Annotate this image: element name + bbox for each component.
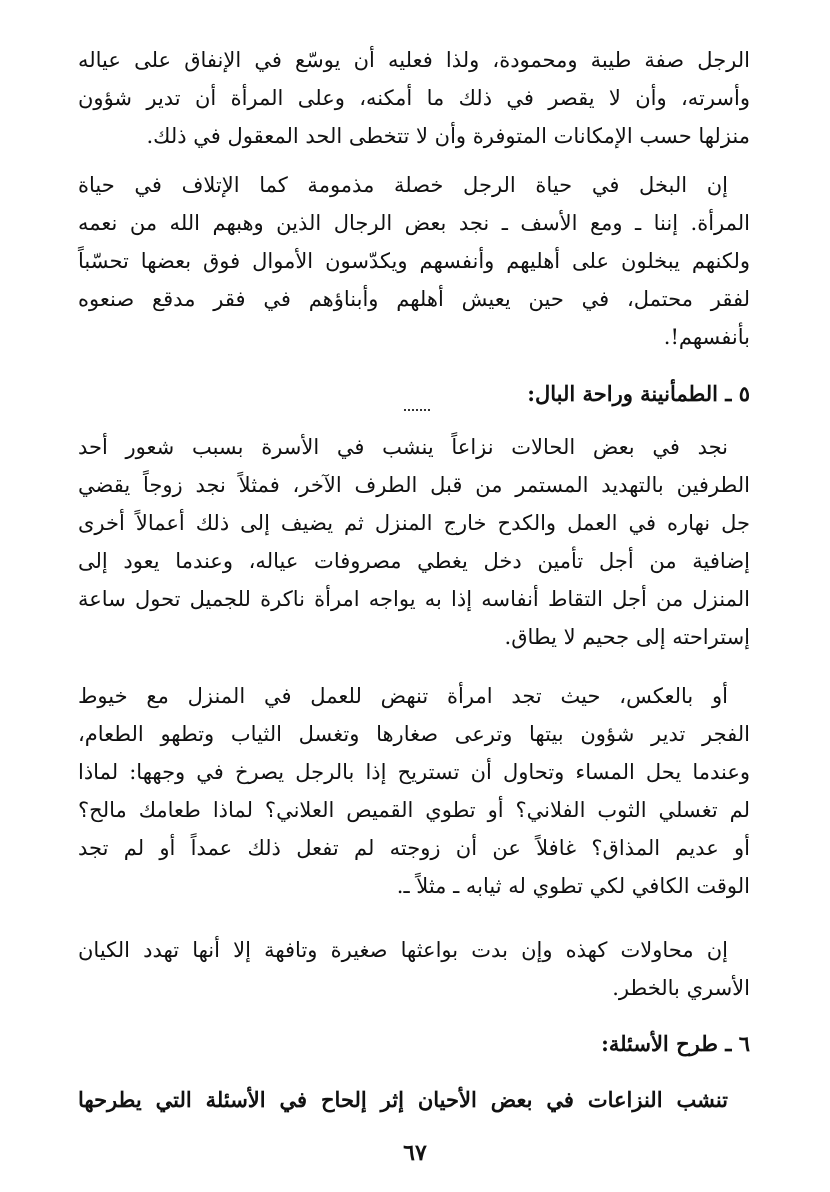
text-line: وعندما يحل المساء وتحاول أن تستريح إذا بالرجل يصرخ في وجهها: لماذا [78,760,750,784]
text-line: إستراحته إلى جحيم لا يطاق. [504,625,750,649]
print-mark [404,409,430,415]
paragraph-stinginess [78,166,750,356]
text-line: المنزل من أجل التقاط أنفاسه إذا به يواجه امرأة ناكرة للجميل تحول ساعة [78,587,750,611]
text-line: لفقر محتمل، في حين يعيش أهلهم وأبناؤهم في فقر مدقع صنعوه [78,287,750,311]
text-line: نجد في بعض الحالات نزاعاً ينشب في الأسرة بسبب شعور أحد [78,435,728,459]
text-line: الطرفين بالتهديد المستمر من قبل الطرف الآخر، فمثلاً نجد زوجاً يقضي [78,473,750,497]
text-line: الأسري بالخطر. [612,976,750,1000]
text-line: تنشب النزاعات في بعض الأحيان إثر إلحاح في الأسئلة التي يطرحها [78,1087,728,1112]
section-heading-tranquility: ٥ ـ الطمأنينة وراحة البال: [527,381,750,406]
text-line: لم تغسلي الثوب الفلاني؟ أو تطوي القميص العلاني؟ لماذا طعامك مالح؟ [78,798,750,822]
paragraph-reverse-example [78,677,750,905]
text-line: إن البخل في حياة الرجل خصلة مذمومة كما الإتلاف في حياة [78,173,728,197]
text-line: إن محاولات كهذه وإن بدت بواعثها صغيرة وتافهة إلا أنها تهدد الكيان [78,938,728,962]
text-line: جل نهاره في العمل والكدح خارج المنزل ثم يضيف إلى ذلك أعمالاً أخرى [78,511,750,535]
paragraph-questions [78,1081,750,1119]
text-line: الفجر تدير شؤون بيتها وترعى صغارها وتغسل الثياب وتطهو الطعام، [78,722,750,746]
text-line: منزلها حسب الإمكانات المتوفرة وأن لا تتخطى الحد المعقول في ذلك. [146,124,750,148]
text-line: إضافية من أجل تأمين دخل يغطي مصروفات عياله، وعندما يعود إلى [78,549,750,573]
page-number: ٦٧ [403,1140,427,1166]
text-line: أو عديم المذاق؟ غافلاً عن أن زوجته لم تفعل ذلك عمداً أو لم تجد [78,836,750,860]
text-line: المرأة. إننا ـ ومع الأسف ـ نجد بعض الرجال الذين وهبهم الله من نعمه [78,211,750,235]
paragraph-generosity [78,41,750,155]
text-line: بأنفسهم!. [663,325,750,349]
paragraph-threat-example [78,428,750,656]
text-line: وأسرته، وأن لا يقصر في ذلك ما أمكنه، وعلى المرأة أن تدير شؤون [78,86,750,110]
text-line: ولكنهم يبخلون على أهليهم وأنفسهم ويكدّسون الأموال فوق بعضها تحسّباً [78,249,750,273]
text-line: أو بالعكس، حيث تجد امرأة تنهض للعمل في المنزل مع خيوط [78,684,728,708]
text-line: الوقت الكافي لكي تطوي له ثيابه ـ مثلاً ـ. [396,874,750,898]
text-line: الرجل صفة طيبة ومحمودة، ولذا فعليه أن يوسّع في الإنفاق على عياله [78,48,750,72]
section-heading-questions: ٦ ـ طرح الأسئلة: [601,1031,750,1056]
paragraph-danger [78,931,750,1007]
